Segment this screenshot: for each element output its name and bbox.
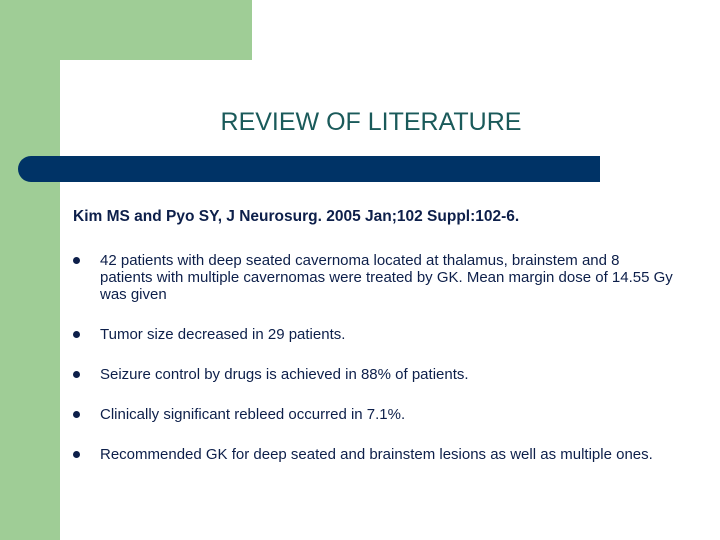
bullet-dot-icon: [73, 411, 80, 418]
bullet-item: [73, 446, 673, 463]
bullet-text: Tumor size decreased in 29 patients.: [100, 326, 346, 343]
bullet-item: [73, 326, 673, 343]
decorative-left-bar: [0, 0, 60, 540]
bullet-item: [73, 366, 673, 383]
bullet-text: 42 patients with deep seated cavernoma located at thalamus, brainstem and 8 patients with multiple cavernomas were treated by GK. Mean margin dose of 14.55 Gy was given: [100, 252, 673, 303]
bullet-dot-icon: [73, 331, 80, 338]
bullet-dot-icon: [73, 257, 80, 264]
bullet-list: [73, 252, 673, 486]
bullet-dot-icon: [73, 451, 80, 458]
bullet-item: [73, 406, 673, 423]
citation: Kim MS and Pyo SY, J Neurosurg. 2005 Jan;102 Suppl:102-6.: [73, 208, 520, 225]
decorative-top-bar: [0, 0, 252, 60]
bullet-item: [73, 252, 673, 303]
decorative-title-underline: [18, 156, 600, 182]
bullet-text: Seizure control by drugs is achieved in 88% of patients.: [100, 366, 469, 383]
slide-title: REVIEW OF LITERATURE: [220, 108, 522, 136]
bullet-text: Clinically significant rebleed occurred in 7.1%.: [100, 406, 406, 423]
bullet-text: Recommended GK for deep seated and brainstem lesions as well as multiple ones.: [100, 446, 653, 463]
bullet-dot-icon: [73, 371, 80, 378]
